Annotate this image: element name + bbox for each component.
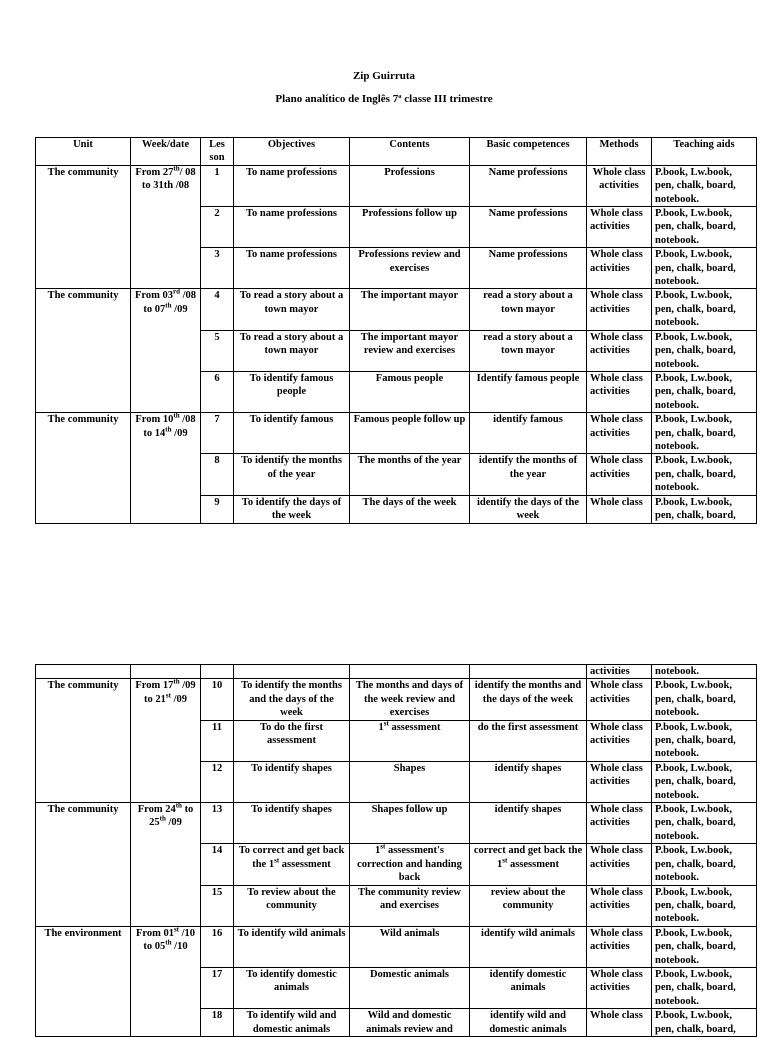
lesson-plan-table-page2 (35, 664, 757, 1037)
method-cell: Whole class activities (587, 371, 652, 412)
method-cell: Whole class activities (587, 926, 652, 967)
method-cell: Whole class activities (587, 761, 652, 802)
method-cell: Whole class activities (587, 454, 652, 495)
aids-cell: P.book, Lw.book, pen, chalk, board, notebook. (652, 926, 757, 967)
competence-cell: Name professions (470, 207, 587, 248)
week-cell: From 27th/ 08 to 31th /08 (131, 165, 201, 289)
header-methods: Methods (587, 138, 652, 166)
unit-cell: The community (36, 413, 131, 523)
unit-cell: The environment (36, 926, 131, 1036)
table-row (36, 289, 757, 330)
competence-cell: Identify famous people (470, 371, 587, 412)
content-cell: Shapes (350, 761, 470, 802)
objective-cell: To identify domestic animals (234, 967, 350, 1008)
method-cell: Whole class activities (587, 413, 652, 454)
aids-cell: P.book, Lw.book, pen, chalk, board, notebook. (652, 413, 757, 454)
objective-cell: To name professions (234, 165, 350, 206)
table-row (36, 165, 757, 206)
unit-cell: The community (36, 289, 131, 413)
competence-cell: Name professions (470, 248, 587, 289)
lesson-number: 6 (201, 371, 234, 412)
lesson-number: 10 (201, 679, 234, 720)
aids-cell: P.book, Lw.book, pen, chalk, board, notebook. (652, 761, 757, 802)
content-cell: The months and days of the week review and exercises (350, 679, 470, 720)
aids-cell: P.book, Lw.book, pen, chalk, board, notebook. (652, 454, 757, 495)
aids-cell: P.book, Lw.book, pen, chalk, board, (652, 495, 757, 523)
competence-cell: review about the community (470, 885, 587, 926)
lesson-number: 3 (201, 248, 234, 289)
week-cell: From 24th to 25th /09 (131, 803, 201, 927)
method-cell: Whole class activities (587, 844, 652, 885)
aids-cell: P.book, Lw.book, pen, chalk, board, notebook. (652, 679, 757, 720)
aids-cell: P.book, Lw.book, pen, chalk, board, notebook. (652, 165, 757, 206)
table-row-continuation (36, 665, 757, 679)
method-cell: Whole class activities (587, 967, 652, 1008)
week-cell: From 10th /08 to 14th /09 (131, 413, 201, 523)
competence-cell: identify the days of the week (470, 495, 587, 523)
lesson-number: 15 (201, 885, 234, 926)
objective-cell: To do the first assessment (234, 720, 350, 761)
competence-cell: identify shapes (470, 803, 587, 844)
aids-cell: P.book, Lw.book, pen, chalk, board, notebook. (652, 885, 757, 926)
method-cell: Whole class (587, 1009, 652, 1037)
objective-cell: To identify wild and domestic animals (234, 1009, 350, 1037)
aids-cell: P.book, Lw.book, pen, chalk, board, notebook. (652, 207, 757, 248)
content-cell: Professions review and exercises (350, 248, 470, 289)
content-cell: The days of the week (350, 495, 470, 523)
lesson-number: 8 (201, 454, 234, 495)
unit-cell: The community (36, 679, 131, 803)
content-cell: Professions (350, 165, 470, 206)
lesson-number: 16 (201, 926, 234, 967)
header-week: Week/date (131, 138, 201, 166)
aids-cell: P.book, Lw.book, pen, chalk, board, notebook. (652, 330, 757, 371)
content-cell: The community review and exercises (350, 885, 470, 926)
content-cell: Shapes follow up (350, 803, 470, 844)
objective-cell: To name professions (234, 207, 350, 248)
method-cell: Whole class activities (587, 803, 652, 844)
document-subtitle: Plano analítico de Inglês 7ª classe III trimestre (275, 93, 493, 105)
lesson-number: 2 (201, 207, 234, 248)
lesson-number: 4 (201, 289, 234, 330)
method-cell: Whole class activities (587, 885, 652, 926)
competence-cell: identify the months and the days of the week (470, 679, 587, 720)
header-objectives: Objectives (234, 138, 350, 166)
header-lesson: Les son (201, 138, 234, 166)
method-cell: Whole class (587, 495, 652, 523)
table-row (36, 926, 757, 967)
competence-cell: read a story about a town mayor (470, 289, 587, 330)
objective-cell: To read a story about a town mayor (234, 289, 350, 330)
aids-cell: P.book, Lw.book, pen, chalk, board, notebook. (652, 371, 757, 412)
header-aids: Teaching aids (652, 138, 757, 166)
objective-cell: To identify famous (234, 413, 350, 454)
content-cell: Famous people follow up (350, 413, 470, 454)
lesson-plan-table-page1 (35, 137, 757, 524)
content-cell: Wild animals (350, 926, 470, 967)
header-unit: Unit (36, 138, 131, 166)
aids-cell: P.book, Lw.book, pen, chalk, board, notebook. (652, 289, 757, 330)
objective-cell: To identify famous people (234, 371, 350, 412)
method-cell: Whole class activities (587, 165, 652, 206)
method-cell: Whole class activities (587, 207, 652, 248)
document-author: Zip Guirruta (352, 70, 416, 82)
aids-cell: P.book, Lw.book, pen, chalk, board, notebook. (652, 720, 757, 761)
content-cell: 1st assessment (350, 720, 470, 761)
content-cell: The months of the year (350, 454, 470, 495)
week-cell: From 01st /10 to 05th /10 (131, 926, 201, 1036)
table-row (36, 679, 757, 720)
objective-cell: To review about the community (234, 885, 350, 926)
competence-cell: identify wild and domestic animals (470, 1009, 587, 1037)
objective-cell: To identify the months and the days of the week (234, 679, 350, 720)
method-cell: Whole class activities (587, 248, 652, 289)
objective-cell: To identify shapes (234, 761, 350, 802)
lesson-number: 9 (201, 495, 234, 523)
lesson-number: 1 (201, 165, 234, 206)
competence-cell: Name professions (470, 165, 587, 206)
table-row (36, 413, 757, 454)
aids-cell: P.book, Lw.book, pen, chalk, board, notebook. (652, 844, 757, 885)
content-cell: Famous people (350, 371, 470, 412)
competence-cell: identify domestic animals (470, 967, 587, 1008)
content-cell: 1st assessment's correction and handing back (350, 844, 470, 885)
objective-cell: To identify wild animals (234, 926, 350, 967)
competence-cell: identify shapes (470, 761, 587, 802)
objective-cell: To read a story about a town mayor (234, 330, 350, 371)
unit-cell: The community (36, 165, 131, 289)
aids-cell: P.book, Lw.book, pen, chalk, board, notebook. (652, 803, 757, 844)
week-cell: From 17th /09 to 21st /09 (131, 679, 201, 803)
table-header-row (36, 138, 757, 166)
week-cell: From 03rd /08 to 07th /09 (131, 289, 201, 413)
lesson-number: 12 (201, 761, 234, 802)
lesson-number: 11 (201, 720, 234, 761)
content-cell: Domestic animals (350, 967, 470, 1008)
competence-cell: identify famous (470, 413, 587, 454)
aids-cell: P.book, Lw.book, pen, chalk, board, notebook. (652, 967, 757, 1008)
aids-cell: notebook. (652, 665, 757, 679)
lesson-number: 5 (201, 330, 234, 371)
method-cell: Whole class activities (587, 289, 652, 330)
lesson-number: 14 (201, 844, 234, 885)
method-cell: Whole class activities (587, 720, 652, 761)
objective-cell: To identify shapes (234, 803, 350, 844)
aids-cell: P.book, Lw.book, pen, chalk, board, (652, 1009, 757, 1037)
header-contents: Contents (350, 138, 470, 166)
table-row (36, 803, 757, 844)
competence-cell: do the first assessment (470, 720, 587, 761)
aids-cell: P.book, Lw.book, pen, chalk, board, notebook. (652, 248, 757, 289)
unit-cell: The community (36, 803, 131, 927)
content-cell: The important mayor review and exercises (350, 330, 470, 371)
competence-cell: identify the months of the year (470, 454, 587, 495)
content-cell: The important mayor (350, 289, 470, 330)
lesson-number: 7 (201, 413, 234, 454)
competence-cell: correct and get back the 1st assessment (470, 844, 587, 885)
content-cell: Professions follow up (350, 207, 470, 248)
method-cell: activities (587, 665, 652, 679)
method-cell: Whole class activities (587, 679, 652, 720)
objective-cell: To correct and get back the 1st assessment (234, 844, 350, 885)
lesson-number: 13 (201, 803, 234, 844)
content-cell: Wild and domestic animals review and (350, 1009, 470, 1037)
competence-cell: identify wild animals (470, 926, 587, 967)
lesson-number: 18 (201, 1009, 234, 1037)
competence-cell: read a story about a town mayor (470, 330, 587, 371)
lesson-number: 17 (201, 967, 234, 1008)
objective-cell: To identify the days of the week (234, 495, 350, 523)
objective-cell: To name professions (234, 248, 350, 289)
header-competences: Basic competences (470, 138, 587, 166)
objective-cell: To identify the months of the year (234, 454, 350, 495)
method-cell: Whole class activities (587, 330, 652, 371)
